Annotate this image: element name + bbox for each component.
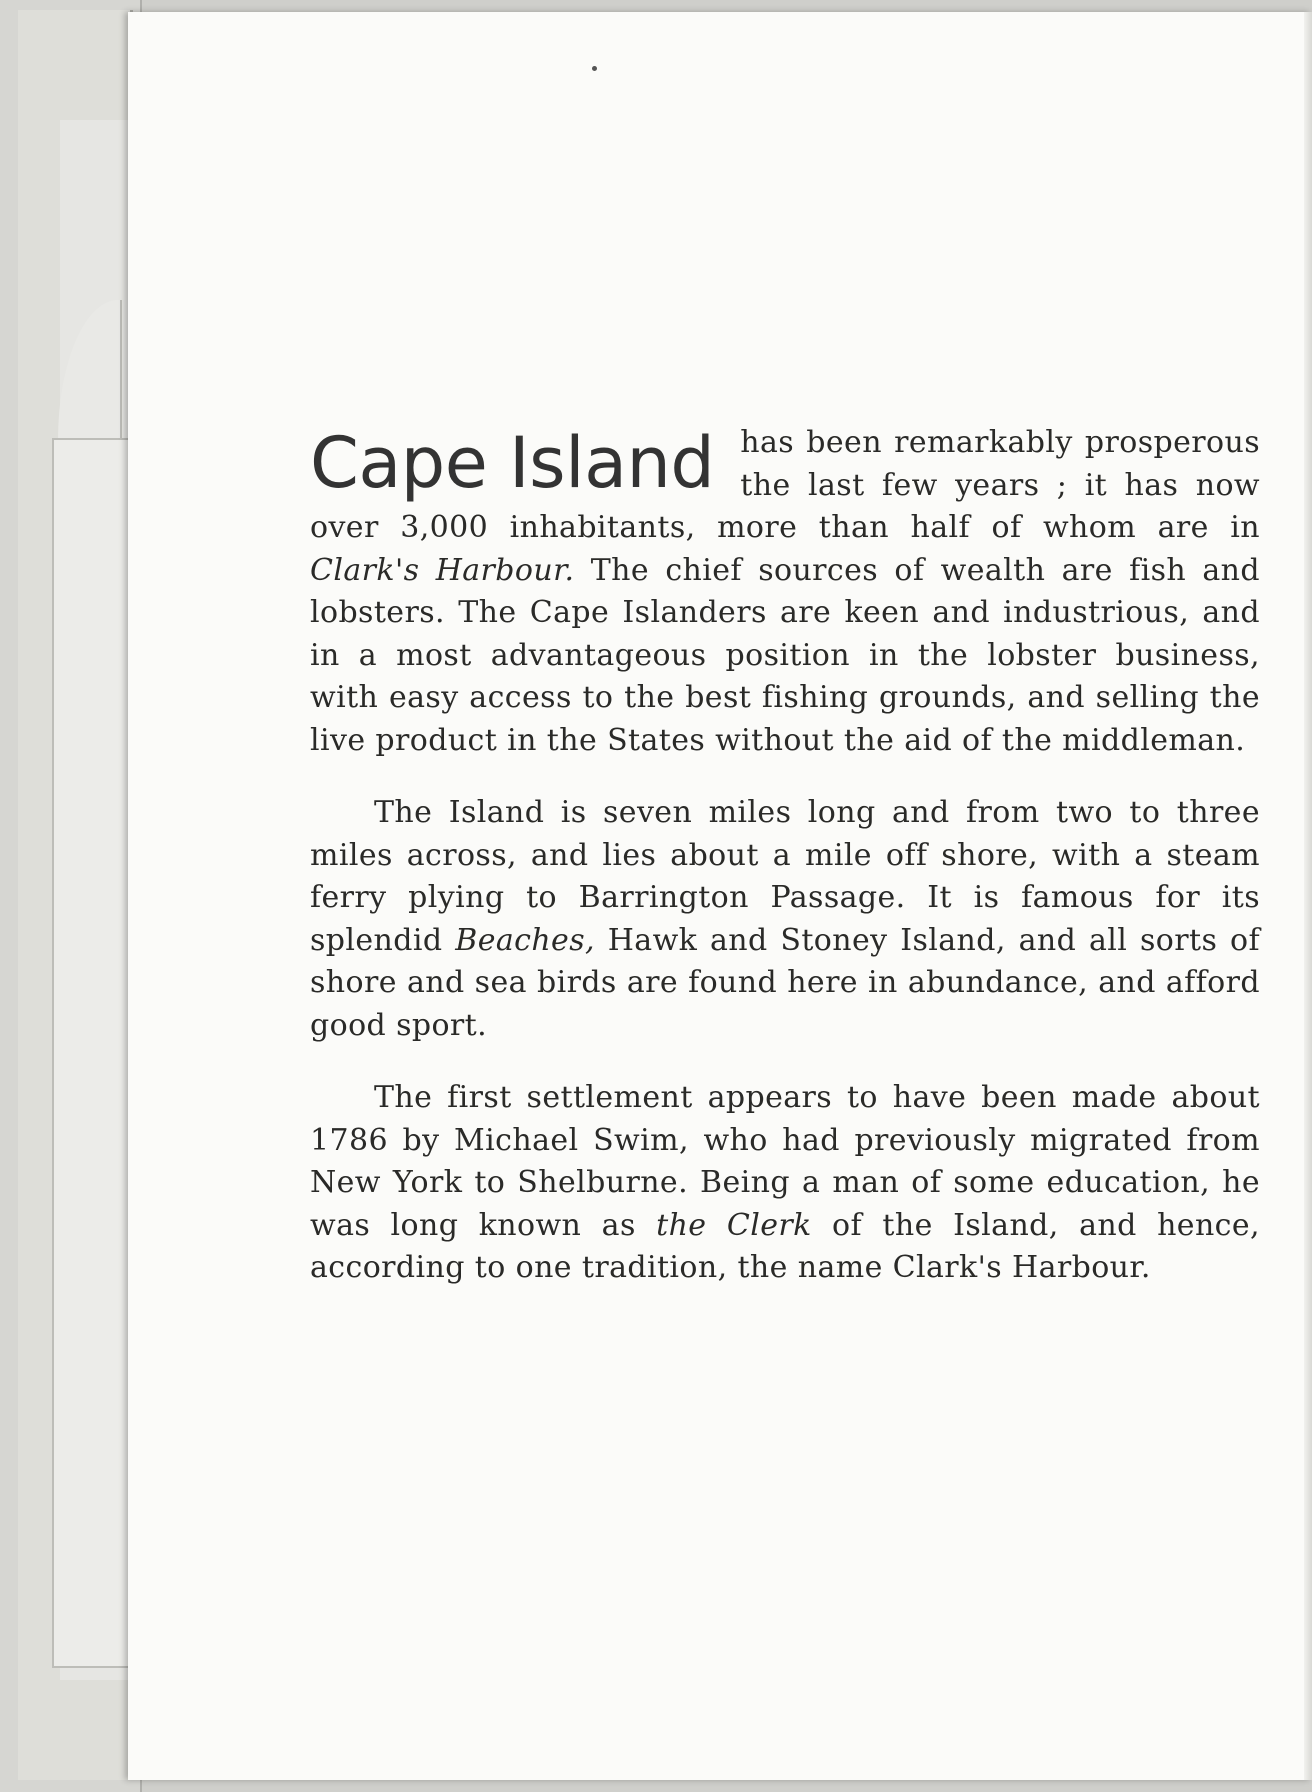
paragraph-2-after: Hawk and Stoney Island, and all sorts of shore and sea birds are found here in abundance, and afford good sport. (310, 922, 1260, 1043)
body-text (310, 422, 1260, 1320)
paragraph-1-rest: The chief sources of wealth are fish and lobsters. The Cape Islanders are keen and industrious, and in a most advantageous position in the lobster business, with easy access to the best fishing grounds, and selling the live product in the States without the aid of the middleman. (310, 552, 1260, 758)
italic-the-clerk: the Clerk (656, 1207, 812, 1243)
paragraph-3 (310, 1077, 1260, 1290)
ink-speck (592, 66, 597, 71)
paragraph-2-before: The Island is seven miles long and from two to three miles across, and lies about a mile off shore, with a steam ferry plying to Barrington Passage. It is famous for its splendid (310, 795, 1260, 958)
paragraph-1 (310, 422, 1260, 762)
run-in-title: Cape Island (310, 422, 715, 504)
paragraph-3-before: The first settlement appears to have been made about 1786 by Michael Swim, who had previously migrated from New York to Shelburne. Being a man of some education, he was long known as (310, 1080, 1260, 1243)
paragraph-3-after: of the Island, and hence, according to one tradition, the name Clark's Harbour. (310, 1207, 1260, 1285)
italic-beaches: Beaches, (455, 922, 595, 958)
page-edge (1304, 12, 1312, 1780)
paragraph-1-intro: has been remarkably prosperous the last few years ; it has now over 3,000 inhabitants, more than half of whom are in (310, 425, 1260, 545)
italic-place-name: Clark's Harbour. (310, 552, 575, 588)
inserted-slip (52, 438, 130, 1668)
book-page (128, 12, 1312, 1780)
paragraph-2 (310, 792, 1260, 1047)
